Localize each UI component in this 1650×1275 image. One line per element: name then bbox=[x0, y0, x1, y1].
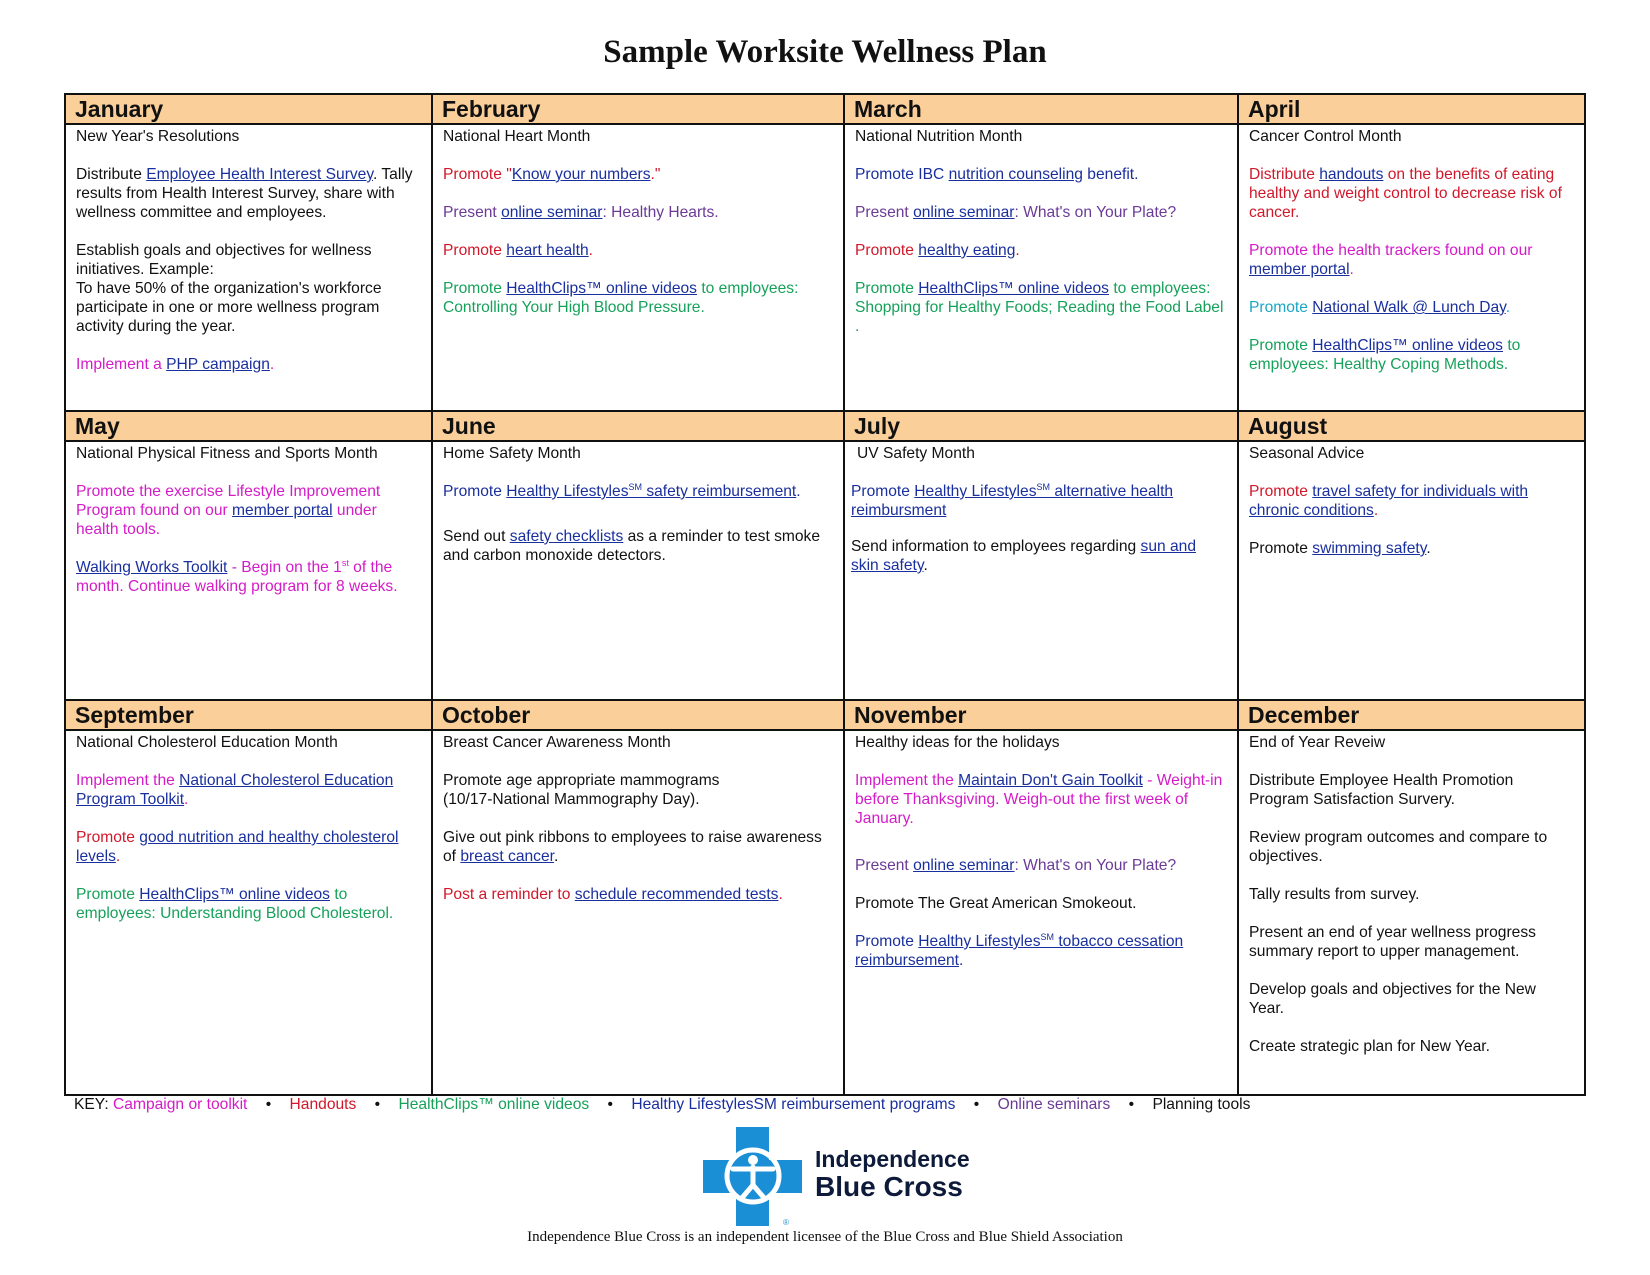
sun-skin-safety-link[interactable]: sun and skin safety bbox=[851, 538, 1197, 574]
member-portal-link[interactable]: member portal bbox=[1249, 261, 1350, 278]
month-theme: Healthy ideas for the holidays bbox=[855, 734, 1060, 751]
plan-item: Promote travel safety for individuals with chronic conditions. bbox=[1249, 483, 1529, 519]
key-label: KEY: bbox=[74, 1096, 109, 1113]
plan-item: Promote HealthClips™ online videos to employees: Understanding Blood Cholesterol. bbox=[76, 886, 394, 922]
plan-item: Send out safety checklists as a reminder to test smoke and carbon monoxide detectors. bbox=[443, 528, 821, 564]
maintain-dont-gain-link[interactable]: Maintain Don't Gain Toolkit bbox=[958, 772, 1143, 789]
plan-item: Establish goals and objectives for wellness initiatives. Example: To have 50% of the organization's workforce participate in one or more wellness program activity during the year. bbox=[76, 242, 382, 335]
key-separator: • bbox=[607, 1096, 613, 1113]
month-cell-february bbox=[433, 95, 845, 412]
month-header: August bbox=[1239, 412, 1584, 442]
month-theme: Seasonal Advice bbox=[1249, 445, 1365, 462]
month-header: July bbox=[845, 412, 1237, 442]
month-cell-june bbox=[433, 412, 845, 701]
registered-mark: ® bbox=[783, 1218, 789, 1227]
plan-item: Distribute Employee Health Promotion Program Satisfaction Survery. bbox=[1249, 772, 1514, 808]
plan-item: Walking Works Toolkit - Begin on the 1st of the month. Continue walking program for 8 weeks. bbox=[76, 557, 398, 595]
month-header: May bbox=[66, 412, 431, 442]
travel-safety-link[interactable]: travel safety for individuals with chronic conditions bbox=[1249, 483, 1529, 519]
month-theme: New Year's Resolutions bbox=[76, 128, 240, 145]
month-cell-july bbox=[845, 412, 1239, 701]
cholesterol-toolkit-link[interactable]: National Cholesterol Education Program Toolkit bbox=[76, 772, 394, 808]
plan-item: Review program outcomes and compare to objectives. bbox=[1249, 829, 1548, 865]
plan-item: Promote Healthy Lifestyles℠ alternative health reimbursment bbox=[851, 481, 1174, 519]
key-separator: • bbox=[374, 1096, 381, 1113]
month-theme: Home Safety Month bbox=[443, 445, 581, 462]
month-header: September bbox=[66, 701, 431, 731]
healthclips-link[interactable]: HealthClips™ online videos bbox=[506, 280, 697, 297]
logo-line-1: Independence bbox=[815, 1146, 970, 1172]
month-theme: National Physical Fitness and Sports Month bbox=[76, 445, 378, 462]
plan-item: Implement the National Cholesterol Education Program Toolkit. bbox=[76, 772, 394, 808]
healthy-lifestyles-link[interactable]: Healthy Lifestyles℠ safety reimbursement bbox=[506, 481, 797, 500]
month-cell-may bbox=[66, 412, 433, 701]
recommended-tests-link[interactable]: schedule recommended tests bbox=[574, 886, 779, 903]
member-portal-link[interactable]: member portal bbox=[232, 502, 333, 519]
color-key bbox=[74, 1096, 1250, 1114]
month-cell-november bbox=[845, 701, 1239, 1094]
key-separator: • bbox=[1128, 1096, 1135, 1113]
plan-item: Distribute Employee Health Interest Survey. Tally results from Health Interest Survey, share with wellness committee and employees. bbox=[76, 166, 413, 221]
month-header: February bbox=[433, 95, 843, 125]
key-handouts: Handouts bbox=[289, 1096, 357, 1113]
month-cell-december bbox=[1239, 701, 1584, 1094]
healthy-lifestyles-link[interactable]: Healthy Lifestyles℠ tobacco cessation reimbursement bbox=[855, 931, 1184, 969]
month-cell-october bbox=[433, 701, 845, 1094]
key-reimbursement: Healthy LifestylesSM reimbursement programs bbox=[631, 1096, 956, 1113]
plan-item: Distribute handouts on the benefits of eating healthy and weight control to decrease risk of cancer. bbox=[1249, 166, 1562, 221]
plan-item: Present an end of year wellness progress summary report to upper management. bbox=[1249, 924, 1536, 960]
plan-item: Promote swimming safety. bbox=[1249, 540, 1431, 557]
healthy-lifestyles-link[interactable]: Healthy Lifestyles℠ alternative health reimbursment bbox=[851, 481, 1174, 519]
logo-line-2: Blue Cross bbox=[815, 1171, 963, 1202]
month-cell-september bbox=[66, 701, 433, 1094]
key-seminars: Online seminars bbox=[997, 1096, 1111, 1113]
plan-item: Present online seminar: What's on Your Plate? bbox=[855, 204, 1177, 221]
heart-health-link[interactable]: heart health bbox=[506, 242, 589, 259]
month-theme: National Cholesterol Education Month bbox=[76, 734, 338, 751]
month-theme: UV Safety Month bbox=[857, 445, 975, 462]
plan-item: Implement a PHP campaign. bbox=[76, 356, 275, 373]
key-campaign: Campaign or toolkit bbox=[113, 1096, 248, 1113]
know-numbers-link[interactable]: Know your numbers bbox=[511, 166, 651, 183]
online-seminar-link[interactable]: online seminar bbox=[501, 204, 603, 221]
key-videos: HealthClips™ online videos bbox=[398, 1096, 590, 1113]
month-cell-april bbox=[1239, 95, 1584, 412]
plan-item: Implement the Maintain Don't Gain Toolkit - Weight-in before Thanksgiving. Weigh-out the first week of January. bbox=[855, 772, 1223, 827]
month-theme: End of Year Reveiw bbox=[1249, 734, 1386, 751]
handouts-link[interactable]: handouts bbox=[1319, 166, 1384, 183]
plan-item: Promote the health trackers found on our member portal. bbox=[1249, 242, 1533, 278]
safety-checklists-link[interactable]: safety checklists bbox=[509, 528, 624, 545]
nutrition-counseling-link[interactable]: nutrition counseling bbox=[948, 166, 1083, 183]
plan-item: Give out pink ribbons to employees to raise awareness of breast cancer. bbox=[443, 829, 822, 865]
online-seminar-link[interactable]: online seminar bbox=[913, 857, 1015, 874]
plan-item: Promote age appropriate mammograms (10/17-National Mammography Day). bbox=[443, 772, 720, 808]
month-header: December bbox=[1239, 701, 1584, 731]
plan-item: Present online seminar: Healthy Hearts. bbox=[443, 204, 719, 221]
plan-item: Promote IBC nutrition counseling benefit. bbox=[855, 166, 1139, 183]
plan-item: Promote "Know your numbers." bbox=[443, 166, 661, 183]
plan-item: Promote healthy eating. bbox=[855, 242, 1020, 259]
swimming-safety-link[interactable]: swimming safety bbox=[1312, 540, 1427, 557]
month-header: June bbox=[433, 412, 843, 442]
plan-item: Present online seminar: What's on Your Plate? bbox=[855, 857, 1177, 874]
month-header: November bbox=[845, 701, 1237, 731]
healthclips-link[interactable]: HealthClips™ online videos bbox=[1312, 337, 1503, 354]
plan-item: Promote National Walk @ Lunch Day. bbox=[1249, 299, 1511, 316]
month-cell-january bbox=[66, 95, 433, 412]
plan-item: Create strategic plan for New Year. bbox=[1249, 1038, 1490, 1055]
month-theme: Breast Cancer Awareness Month bbox=[443, 734, 671, 751]
month-header: January bbox=[66, 95, 431, 125]
page-title: Sample Worksite Wellness Plan bbox=[603, 34, 1047, 70]
month-header: April bbox=[1239, 95, 1584, 125]
month-theme: National Heart Month bbox=[443, 128, 591, 145]
online-seminar-link[interactable]: online seminar bbox=[913, 204, 1015, 221]
php-campaign-link[interactable]: PHP campaign bbox=[166, 356, 270, 373]
key-planning: Planning tools bbox=[1152, 1096, 1251, 1113]
interest-survey-link[interactable]: Employee Health Interest Survey bbox=[146, 166, 373, 183]
month-theme: Cancer Control Month bbox=[1249, 128, 1402, 145]
month-cell-march bbox=[845, 95, 1239, 412]
blue-cross-logo-icon bbox=[703, 1127, 805, 1229]
healthy-eating-link[interactable]: healthy eating bbox=[918, 242, 1016, 259]
walk-lunch-day-link[interactable]: National Walk @ Lunch Day bbox=[1312, 299, 1506, 316]
walking-works-link[interactable]: Walking Works Toolkit bbox=[76, 559, 228, 576]
plan-item: Promote the exercise Lifestyle Improvement Program found on our member portal under health tools. bbox=[76, 483, 381, 538]
plan-item: Post a reminder to schedule recommended tests. bbox=[443, 886, 783, 903]
plan-item: Send information to employees regarding sun and skin safety. bbox=[851, 538, 1197, 574]
healthclips-link[interactable]: HealthClips™ online videos bbox=[918, 280, 1109, 297]
plan-item: Promote Healthy Lifestyles℠ tobacco cessation reimbursement. bbox=[855, 931, 1184, 969]
plan-item: Promote heart health. bbox=[443, 242, 593, 259]
good-nutrition-link[interactable]: good nutrition and healthy cholesterol levels bbox=[76, 829, 399, 865]
month-cell-august bbox=[1239, 412, 1584, 701]
breast-cancer-link[interactable]: breast cancer bbox=[460, 848, 554, 865]
plan-item: Promote The Great American Smokeout. bbox=[855, 895, 1137, 912]
month-theme: National Nutrition Month bbox=[855, 128, 1023, 145]
plan-item: Promote Healthy Lifestyles℠ safety reimbursement. bbox=[443, 481, 801, 500]
logo-wordmark bbox=[815, 1148, 970, 1201]
month-header: March bbox=[845, 95, 1237, 125]
healthclips-link[interactable]: HealthClips™ online videos bbox=[139, 886, 330, 903]
plan-item: Tally results from survey. bbox=[1249, 886, 1420, 903]
key-separator: • bbox=[973, 1096, 980, 1113]
plan-item: Develop goals and objectives for the New Year. bbox=[1249, 981, 1536, 1017]
plan-item: Promote good nutrition and healthy cholesterol levels. bbox=[76, 829, 399, 865]
wellness-plan-grid bbox=[64, 93, 1586, 1096]
plan-item: Promote HealthClips™ online videos to employees: Healthy Coping Methods. bbox=[1249, 337, 1521, 373]
plan-item: Promote HealthClips™ online videos to employees: Controlling Your High Blood Pressure. bbox=[443, 280, 799, 316]
footer-disclaimer: Independence Blue Cross is an independent licensee of the Blue Cross and Blue Shield Association bbox=[527, 1229, 1123, 1245]
key-separator: • bbox=[265, 1096, 272, 1113]
month-header: October bbox=[433, 701, 843, 731]
plan-item: Promote HealthClips™ online videos to employees: Shopping for Healthy Foods; Reading the Food Label . bbox=[855, 280, 1224, 335]
